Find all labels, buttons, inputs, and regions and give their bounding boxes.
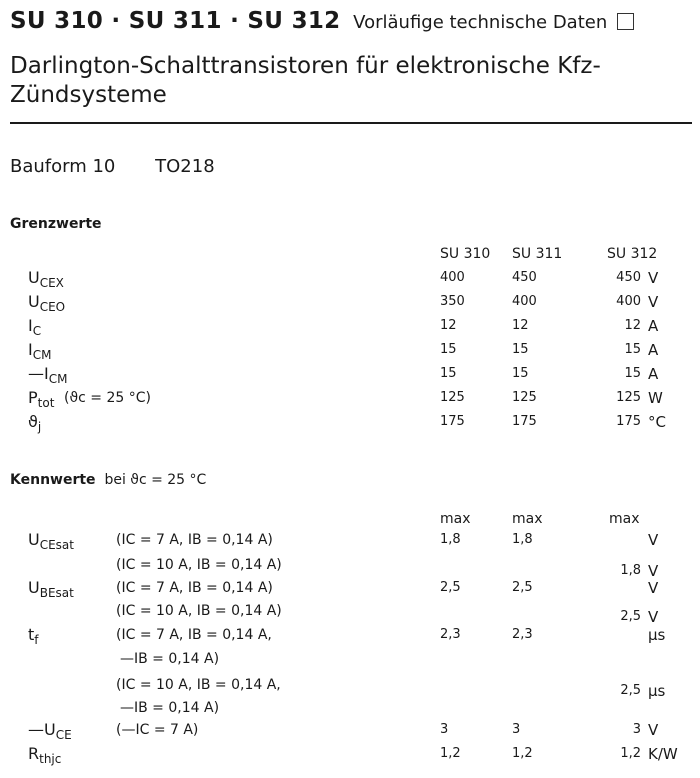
parameter-condition: —IB = 0,14 A) — [120, 651, 220, 667]
parameter-symbol-subscript: tot — [37, 396, 55, 410]
header-divider — [10, 122, 692, 124]
parameter-condition: (IC = 10 A, IB = 0,14 A) — [116, 603, 282, 619]
parameter-symbol — [28, 744, 61, 766]
parameter-symbol — [28, 316, 41, 338]
value-su312: 1,2 — [620, 746, 641, 761]
unit: V — [648, 269, 659, 287]
unit: V — [648, 608, 659, 626]
value-su312: 15 — [624, 342, 641, 357]
value-su310: 12 — [440, 318, 457, 333]
parameter-condition: —IB = 0,14 A) — [120, 700, 220, 716]
checkbox-icon — [617, 13, 634, 30]
unit: K/W — [648, 745, 678, 763]
parameter-symbol — [28, 578, 74, 600]
parameter-symbol — [28, 388, 54, 410]
parameter-condition: (IC = 7 A, IB = 0,14 A, — [116, 627, 272, 643]
parameter-symbol-base: I — [28, 340, 33, 359]
unit: V — [648, 721, 659, 739]
value-su311: 450 — [512, 270, 537, 285]
value-su312: 12 — [624, 318, 641, 333]
value-su311: 125 — [512, 390, 537, 405]
parameter-condition: (IC = 7 A, IB = 0,14 A) — [116, 532, 273, 548]
unit: V — [648, 562, 659, 580]
value-su311: 175 — [512, 414, 537, 429]
parameter-symbol-subscript: f — [34, 633, 39, 647]
parameter-symbol — [28, 268, 64, 290]
parameter-symbol — [28, 720, 72, 742]
parameter-symbol-subscript: CEO — [39, 300, 66, 314]
parameter-condition: (IC = 10 A, IB = 0,14 A) — [116, 557, 282, 573]
parameter-symbol-base: —I — [28, 364, 49, 383]
model-numbers: SU 310 · SU 311 · SU 312 — [10, 8, 341, 34]
value-su311: 15 — [512, 342, 529, 357]
parameter-symbol-subscript: CE — [55, 728, 72, 742]
unit: V — [648, 293, 659, 311]
unit: W — [648, 389, 663, 407]
parameter-symbol-subscript: BEsat — [39, 586, 74, 600]
unit: µs — [648, 626, 666, 644]
unit: µs — [648, 682, 666, 700]
parameter-symbol-base: I — [28, 316, 33, 335]
parameter-symbol-subscript: CM — [48, 372, 68, 386]
max-label: max — [609, 511, 640, 527]
parameter-symbol — [28, 412, 41, 434]
package-type: TO218 — [155, 156, 215, 177]
unit: V — [648, 579, 659, 597]
column-header: SU 310 — [440, 246, 491, 262]
value-su310: 175 — [440, 414, 465, 429]
parameter-condition: (ϑc = 25 °C) — [64, 390, 151, 406]
parameter-symbol-base: —U — [28, 720, 56, 739]
value-su312: 1,8 — [620, 563, 641, 578]
parameter-symbol-subscript: CEX — [39, 276, 64, 290]
value-su312: 15 — [624, 366, 641, 381]
max-label: max — [512, 511, 543, 527]
parameter-symbol-base: P — [28, 388, 38, 407]
package-line — [10, 156, 215, 177]
kennwerte-heading — [10, 472, 206, 488]
parameter-symbol-base: R — [28, 744, 40, 763]
grenzwerte-heading: Grenzwerte — [10, 216, 102, 232]
parameter-symbol-subscript: thjc — [39, 752, 62, 766]
value-su310: 400 — [440, 270, 465, 285]
value-su311: 1,2 — [512, 746, 533, 761]
value-su310: 2,5 — [440, 580, 461, 595]
parameter-condition: (—IC = 7 A) — [116, 722, 199, 738]
value-su310: 125 — [440, 390, 465, 405]
parameter-symbol — [28, 340, 51, 362]
value-su311: 15 — [512, 366, 529, 381]
parameter-symbol-base: ϑ — [28, 412, 38, 431]
column-header: SU 312 — [607, 246, 658, 262]
kennwerte-condition: bei ϑc = 25 °C — [104, 472, 207, 488]
kennwerte-title: Kennwerte — [10, 472, 96, 488]
value-su311: 3 — [512, 722, 521, 737]
value-su310: 1,2 — [440, 746, 461, 761]
value-su310: 1,8 — [440, 532, 461, 547]
parameter-symbol-base: U — [28, 530, 40, 549]
parameter-symbol — [28, 625, 39, 647]
unit: A — [648, 317, 659, 335]
bauform-label: Bauform 10 — [10, 156, 116, 177]
parameter-symbol-base: U — [28, 578, 40, 597]
value-su311: 2,3 — [512, 627, 533, 642]
unit: °C — [648, 413, 666, 431]
value-su310: 15 — [440, 342, 457, 357]
parameter-symbol-base: U — [28, 292, 40, 311]
unit: A — [648, 341, 659, 359]
parameter-symbol — [28, 530, 74, 552]
parameter-symbol — [28, 364, 67, 386]
value-su311: 12 — [512, 318, 529, 333]
document-title — [10, 8, 634, 34]
parameter-symbol — [28, 292, 65, 314]
value-su310: 15 — [440, 366, 457, 381]
parameter-symbol-subscript: j — [37, 420, 42, 434]
value-su312: 450 — [616, 270, 641, 285]
parameter-symbol-subscript: C — [32, 324, 42, 338]
value-su311: 400 — [512, 294, 537, 309]
value-su312: 2,5 — [620, 683, 641, 698]
parameter-symbol-base: t — [28, 625, 35, 644]
parameter-condition: (IC = 10 A, IB = 0,14 A, — [116, 677, 281, 693]
parameter-symbol-subscript: CM — [32, 348, 52, 362]
column-header: SU 311 — [512, 246, 563, 262]
preliminary-data-tag: Vorläufige technische Daten — [353, 12, 608, 33]
value-su310: 350 — [440, 294, 465, 309]
unit: A — [648, 365, 659, 383]
value-su311: 2,5 — [512, 580, 533, 595]
value-su312: 400 — [616, 294, 641, 309]
value-su310: 3 — [440, 722, 449, 737]
parameter-condition: (IC = 7 A, IB = 0,14 A) — [116, 580, 273, 596]
value-su310: 2,3 — [440, 627, 461, 642]
parameter-symbol-base: U — [28, 268, 40, 287]
value-su311: 1,8 — [512, 532, 533, 547]
parameter-symbol-subscript: CEsat — [39, 538, 74, 552]
document-subtitle: Darlington-Schalttransistoren für elektronische Kfz-Zündsysteme — [10, 53, 601, 108]
value-su312: 125 — [616, 390, 641, 405]
value-su312: 3 — [632, 722, 641, 737]
unit: V — [648, 531, 659, 549]
value-su312: 175 — [616, 414, 641, 429]
value-su312: 2,5 — [620, 609, 641, 624]
max-label: max — [440, 511, 471, 527]
